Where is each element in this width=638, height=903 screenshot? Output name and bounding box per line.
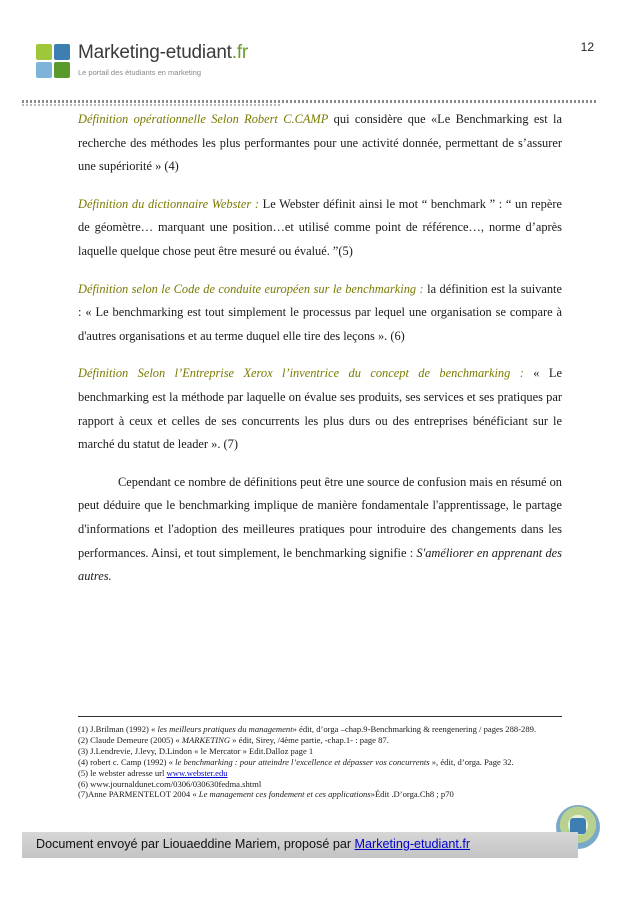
header-divider-secondary [22,104,282,106]
footer-site-link[interactable]: Marketing-etudiant.fr [354,837,471,851]
paragraph-text: « Le benchmarking est la méthode par laquelle on évalue ses produits, ses services et ses pratiques par rapport à ceux et celles de ses concurrents les plus durs ou des entreprises bénéficiant sur le marché du statut de leader ». (7) [78,366,562,452]
footnote-divider [78,716,562,717]
footnote-5: (5) le webster adresse url www.webster.edu [78,767,228,778]
footnote-3: (3) J.Lendrevie, J.levy, D.Lindon « le Mercator » Edit.Dalloz page 1 [78,745,314,756]
paragraph-summary [78,471,562,589]
page-number: 12 [580,40,594,54]
footnotes [78,724,564,800]
webster-link[interactable]: www.webster.edu [166,767,228,778]
footnote-6: (6) www.journaldunet.com/0306/030630fedma.shtml [78,778,262,789]
paragraph-definition-code [78,278,562,349]
header-divider [22,100,598,103]
paragraph-text: Le Webster définit ainsi le mot “ benchmark ” : “ un repère de géomètre… marquant une position…et utilisé comme point de référence…, norme d’après laquelle quelque chose peut être mesuré ou évalué. ”(5) [78,196,562,258]
footer-text: Document envoyé par Liouaeddine Mariem, proposé par Marketing-etudiant.fr [36,837,471,851]
footnote-7: (7)Anne PARMENTELOT 2004 « Le management ces fondement et ces applications»Édit .D’orga.Ch8 ; p70 [78,789,454,800]
definition-label: Définition Selon l’Entreprise Xerox l’inventrice du concept de benchmarking : [78,366,524,381]
logo-squares-icon [36,44,74,82]
footnote-1: (1) J.Brilman (1992) « les meilleurs pratiques du management» édit, d’orga –chap.9-Benchmarking & reengenering / pages 288-289. [78,724,537,734]
logo-wordmark: Marketing-etudiant.fr [78,42,249,63]
footnote-2: (2) Claude Demeure (2005) « MARKETING » édit, Sirey, /4ème partie, -chap.1- : page 87. [78,734,389,745]
definition-label: Définition selon le Code de conduite européen sur le benchmarking : [78,281,424,296]
summary-emphasis: S'améliorer en apprenant des autres. [78,545,562,584]
paragraph-definition-camp [78,108,562,179]
logo-tagline: Le portail des étudiants en marketing [78,68,201,77]
site-logo[interactable] [36,38,249,84]
paragraph-definition-webster [78,193,562,264]
footnote-4: (4) robert c. Camp (1992) « le benchmarking : pour atteindre l’excellence et dépasser vos concurrents », édit, d’orga. Page 32. [78,756,514,767]
definition-label: Définition du dictionnaire Webster : [78,196,259,211]
paragraph-text: la définition est la suivante : « Le benchmarking est tout simplement le processus par lequel une organisation se compare à d'autres organisations et au terme duquel elle tire des leçons ». (6) [78,281,562,343]
definition-label: Définition opérationnelle Selon Robert C.CAMP [78,112,329,126]
paragraph-definition-xerox [78,362,562,456]
paragraph-text: qui considère que «Le Benchmarking est la recherche des méthodes les plus performantes pour une activité donnée, permettant de s’assurer une supériorité » (4) [78,112,562,174]
paragraph-text: Cependant ce nombre de définitions peut être une source de confusion mais en résumé on peut déduire que le benchmarking implique de manière fondamentale l'apprentissage, le partage d'informations et l'adoption des meilleures pratiques pour introduire des changements dans les performances. Ainsi, et tout simplement, le benchmarking signifie : [78,474,562,560]
document-body [78,108,562,603]
